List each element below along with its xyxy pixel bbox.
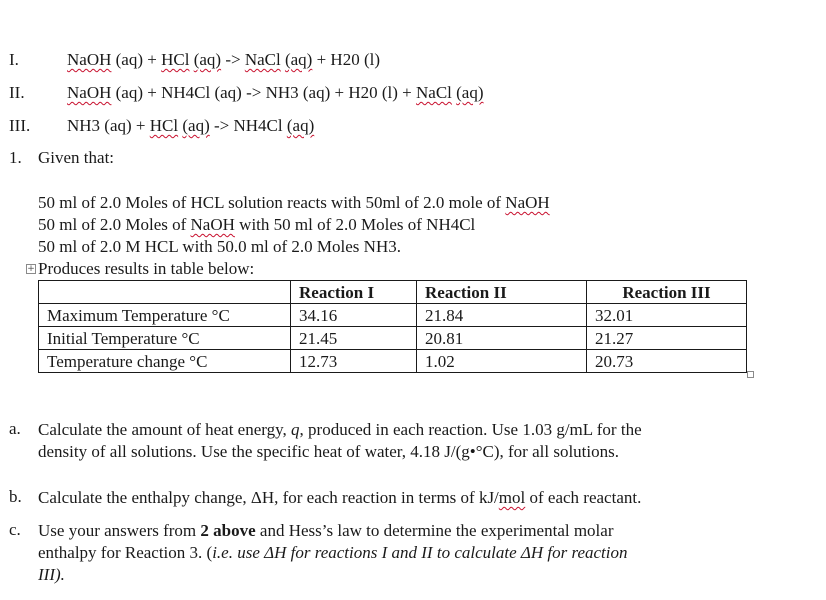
word-hcl: HCl <box>149 116 179 135</box>
reaction-3-equation: NH3 (aq) + HCl (aq) -> NH4Cl (aq) <box>67 116 315 135</box>
word-nacl: NaCl <box>244 50 281 69</box>
part-b-text: Calculate the enthalpy change, ΔH, for each reaction in terms of kJ/mol of each reactant. <box>38 488 642 507</box>
question-1-number: 1. <box>9 148 22 167</box>
question-1-text: Given that: <box>38 148 115 167</box>
table-cell: 12.73 <box>291 350 417 373</box>
table-row <box>39 350 747 373</box>
table-cell: 34.16 <box>291 304 417 327</box>
table-cell: 1.02 <box>417 350 587 373</box>
given-line-1: 50 ml of 2.0 Moles of HCL solution reacts with 50ml of 2.0 mole of NaOH <box>38 193 550 212</box>
word-naoh: NaOH <box>67 50 112 69</box>
word-aq: (aq) <box>182 116 210 135</box>
given-line-2: 50 ml of 2.0 Moles of NaOH with 50 ml of 2.0 Moles of NH4Cl <box>38 215 476 234</box>
part-c-text: Use your answers from 2 above and Hess’s law to determine the experimental molar enthalpy for Reaction 3. (i.e. use ΔH for reactions I and II to calculate ΔH for reaction III). <box>38 521 628 584</box>
table-row <box>39 304 747 327</box>
word-naoh: NaOH <box>505 193 550 212</box>
table-header-cell <box>39 281 291 304</box>
word-aq: (aq) <box>284 50 313 69</box>
table-cell: Initial Temperature °C <box>39 327 291 350</box>
table-cell: 20.73 <box>587 350 747 373</box>
reaction-1-equation: NaOH (aq) + HCl (aq) -> NaCl (aq) + H20 (l) <box>67 50 381 69</box>
word-aq: (aq) <box>286 116 315 135</box>
table-header-cell: Reaction I <box>291 281 417 304</box>
table-header-cell: Reaction II <box>417 281 587 304</box>
table-header-row <box>39 281 747 304</box>
part-c-letter: c. <box>9 520 21 539</box>
part-a-text: Calculate the amount of heat energy, q, produced in each reaction. Use 1.03 g/mL for the density of all solutions. Use the specific heat of water, 4.18 J/(g•°C), for all solutions. <box>38 420 642 461</box>
table-cell: Temperature change °C <box>39 350 291 373</box>
table-row <box>39 327 747 350</box>
table-resize-handle[interactable] <box>747 371 754 378</box>
part-b-letter: b. <box>9 487 22 506</box>
table-cell: 21.45 <box>291 327 417 350</box>
part-a-letter: a. <box>9 419 21 438</box>
table-cell: 21.84 <box>417 304 587 327</box>
reaction-2-numeral: II. <box>9 83 25 102</box>
table-cell: 20.81 <box>417 327 587 350</box>
word-naoh: NaOH <box>190 215 235 234</box>
word-aq: (aq) <box>456 83 484 102</box>
given-line-4: Produces results in table below: <box>38 259 255 278</box>
table-cell: 21.27 <box>587 327 747 350</box>
word-aq: (aq) <box>193 50 222 69</box>
word-naoh: NaOH <box>67 83 112 102</box>
word-hcl: HCl <box>161 50 190 69</box>
reaction-2-equation: NaOH (aq) + NH4Cl (aq) -> NH3 (aq) + H20 (l) + NaCl (aq) <box>67 83 484 102</box>
reaction-1-numeral: I. <box>9 50 19 69</box>
table-move-handle[interactable]: + <box>27 264 35 274</box>
table-cell: Maximum Temperature °C <box>39 304 291 327</box>
reaction-3-numeral: III. <box>9 116 31 135</box>
given-line-3: 50 ml of 2.0 M HCL with 50.0 ml of 2.0 Moles NH3. <box>38 237 401 256</box>
results-table <box>38 280 747 373</box>
word-nacl: NaCl <box>416 83 452 102</box>
table-header-cell: Reaction III <box>587 281 747 304</box>
table-cell: 32.01 <box>587 304 747 327</box>
